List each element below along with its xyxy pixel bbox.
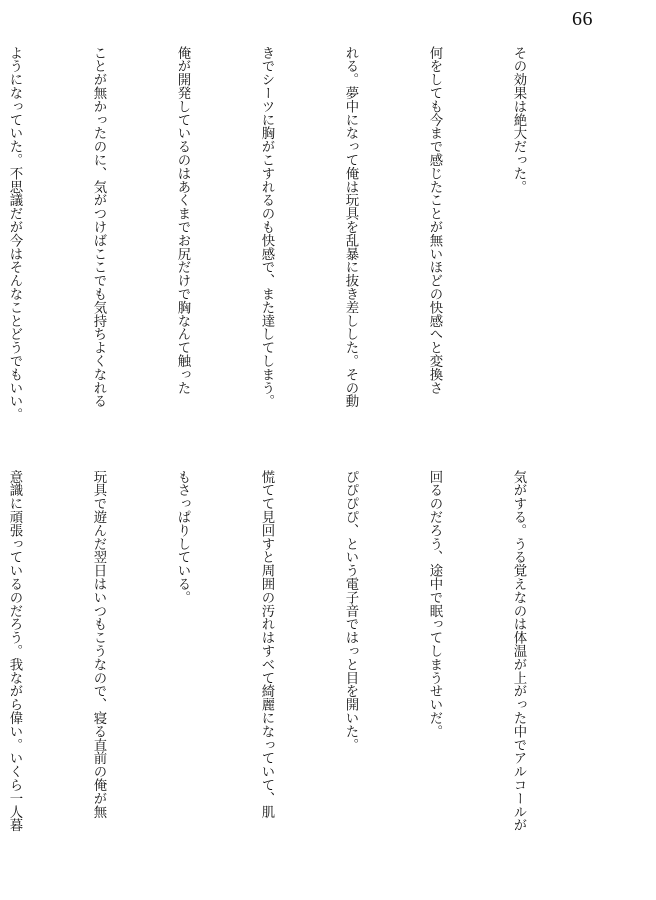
paragraph-line: れる。夢中になって俺は玩具を乱暴に抜き差しした。その動 xyxy=(343,46,358,408)
page-number: 66 xyxy=(572,8,593,30)
paragraph-line: もさっぱりしている。 xyxy=(175,470,190,604)
paragraph-line: その効果は絶大だった。 xyxy=(511,46,526,194)
paragraph-line: ことが無かったのに、気がつけばここでも気持ちよくなれる xyxy=(91,46,106,408)
paragraph-line: 回るのだろう、途中で眠ってしまうせいだ。 xyxy=(427,470,442,738)
paragraph-line: ぴぴぴぴ、という電子音ではっと目を開いた。 xyxy=(343,470,358,752)
paragraph-line: きでシーツに胸がこすれるのも快感で、また達してしまう。 xyxy=(259,46,274,408)
paragraph-line: 俺が開発しているのはあくまでお尻だけで胸なんて触った xyxy=(175,46,190,395)
paragraph-line: 何をしても今まで感じたことが無いほどの快感へと変換さ xyxy=(427,46,442,395)
paragraph-line: 意識に頑張っているのだろう。我ながら偉い。いくら一人暮 xyxy=(7,470,22,832)
paragraph-line: 慌てて見回すと周囲の汚れはすべて綺麗になっていて、肌 xyxy=(259,470,274,819)
lower-text-block xyxy=(7,470,588,850)
paragraph-line: ようになっていた。不思議だが今はそんなことどうでもいい。 xyxy=(7,46,22,422)
paragraph-line: 気がする。うる覚えなのは体温が上がった中でアルコールが xyxy=(511,470,526,832)
upper-text-block xyxy=(7,46,588,426)
paragraph-line: 玩具で遊んだ翌日はいつもこうなので、寝る直前の俺が無 xyxy=(91,470,106,819)
